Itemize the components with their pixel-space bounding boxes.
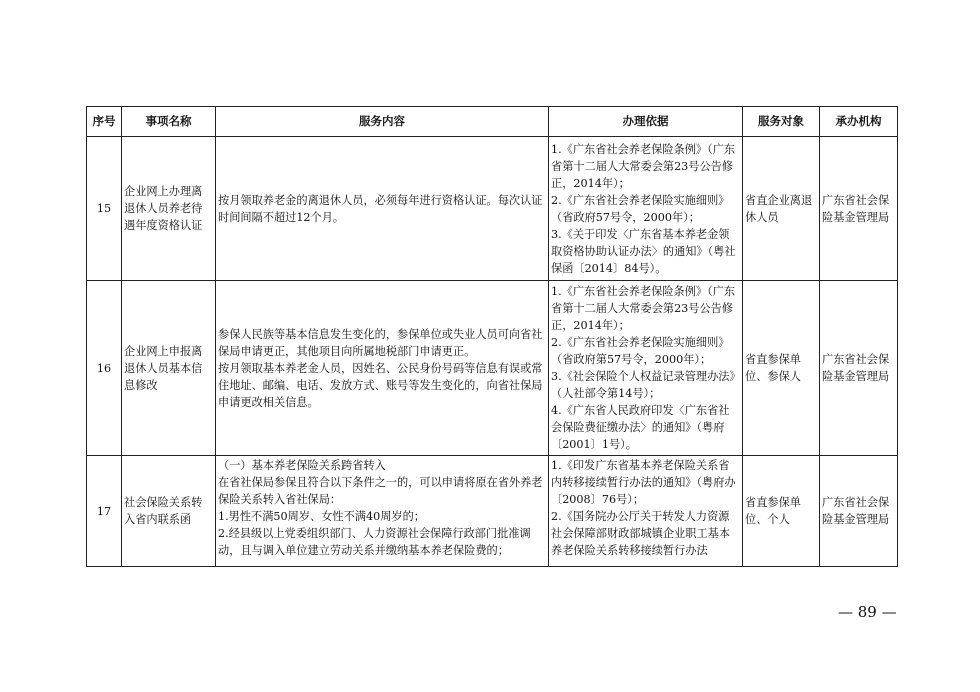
header-basis: 办理依据 — [549, 107, 743, 137]
content-line: 按月领取养老金的离退休人员，必须每年进行资格认证。每次认证时间间隔不超过12个月。 — [218, 193, 543, 224]
row-item-name: 企业网上办理离退休人员养老待遇年度资格认证 — [122, 137, 216, 281]
service-items-table — [86, 106, 898, 567]
header-service-content: 服务内容 — [216, 107, 549, 137]
table-row — [87, 281, 898, 456]
content-line: 1.男性不满50周岁、女性不满40周岁的； — [218, 510, 425, 523]
row-item-name: 企业网上申报离退休人员基本信息修改 — [122, 281, 216, 456]
table-header-row — [87, 107, 898, 137]
header-item-name: 事项名称 — [122, 107, 216, 137]
basis-line: 2.《国务院办公厅关于转发人力资源社会保障部财政部城镇企业职工基本养老保险关系转移接续暂行办法 — [551, 510, 731, 557]
content-line: 在省社保局参保且符合以下条件之一的，可以申请将原在省外养老保险关系转入省社保局： — [218, 476, 543, 506]
content-line: 参保人民族等基本信息发生变化的，参保单位或失业人员可向省社保局申请更正，其他项目向所属地税部门申请更正。 — [218, 327, 543, 358]
row-content — [216, 456, 549, 567]
content-line: （一）基本养老保险关系跨省转入 — [218, 459, 386, 472]
row-org: 广东省社会保险基金管理局 — [820, 137, 898, 281]
row-org: 广东省社会保险基金管理局 — [820, 456, 898, 567]
basis-line: 1.《广东省社会养老保险条例》（广东省第十二届人大常委会第23号公告修正，2014年）； — [551, 142, 736, 190]
basis-line: 4.《广东省人民政府印发〈广东省社会保险费征缴办法〉的通知》（粤府〔2001〕1号）。 — [551, 404, 730, 451]
basis-line: 1.《广东省社会养老保险条例》（广东省第十二届人大常委会第23号公告修正，2014年）； — [551, 285, 736, 332]
basis-line: 3.《社会保险个人权益记录管理办法》（人社部令第14号）； — [551, 370, 736, 400]
header-target: 服务对象 — [743, 107, 820, 137]
header-index: 序号 — [87, 107, 122, 137]
table-row — [87, 137, 898, 281]
content-line: 按月领取基本养老金人员，因姓名、公民身份号码等信息有误或常住地址、邮编、电话、发放方式、账号等发生变化的，向省社保局申请更改相关信息。 — [218, 361, 543, 409]
row-org: 广东省社会保险基金管理局 — [820, 281, 898, 456]
row-target: 省直参保单位、个人 — [743, 456, 820, 567]
basis-line: 2.《广东省社会养老保险实施细则》（省政府第57号令，2000年）； — [551, 336, 730, 366]
basis-line: 1.《印发广东省基本养老保险关系省内转移接续暂行办法的通知》（粤府办〔2008〕76号）； — [551, 459, 736, 506]
row-index: 16 — [87, 281, 122, 456]
row-content — [216, 137, 549, 281]
content-line: 2.经县级以上党委组织部门、人力资源社会保障行政部门批准调动，且与调入单位建立劳动关系并缴纳基本养老保险费的； — [218, 527, 531, 557]
row-basis — [549, 137, 743, 281]
row-index: 17 — [87, 456, 122, 567]
row-content — [216, 281, 549, 456]
basis-line: 2.《广东省社会养老保险实施细则》（省政府57号令，2000年）； — [551, 193, 730, 224]
table-row — [87, 456, 898, 567]
basis-line: 3.《关于印发〈广东省基本养老金领取资格协助认证办法〉的通知》（粤社保函〔2014〕84号）。 — [551, 227, 736, 275]
row-target: 省直参保单位、参保人 — [743, 281, 820, 456]
row-item-name: 社会保险关系转入省内联系函 — [122, 456, 216, 567]
header-org: 承办机构 — [820, 107, 898, 137]
row-basis — [549, 281, 743, 456]
page-number: — 89 — — [838, 603, 897, 621]
row-index: 15 — [87, 137, 122, 281]
row-target: 省直企业离退休人员 — [743, 137, 820, 281]
row-basis — [549, 456, 743, 567]
